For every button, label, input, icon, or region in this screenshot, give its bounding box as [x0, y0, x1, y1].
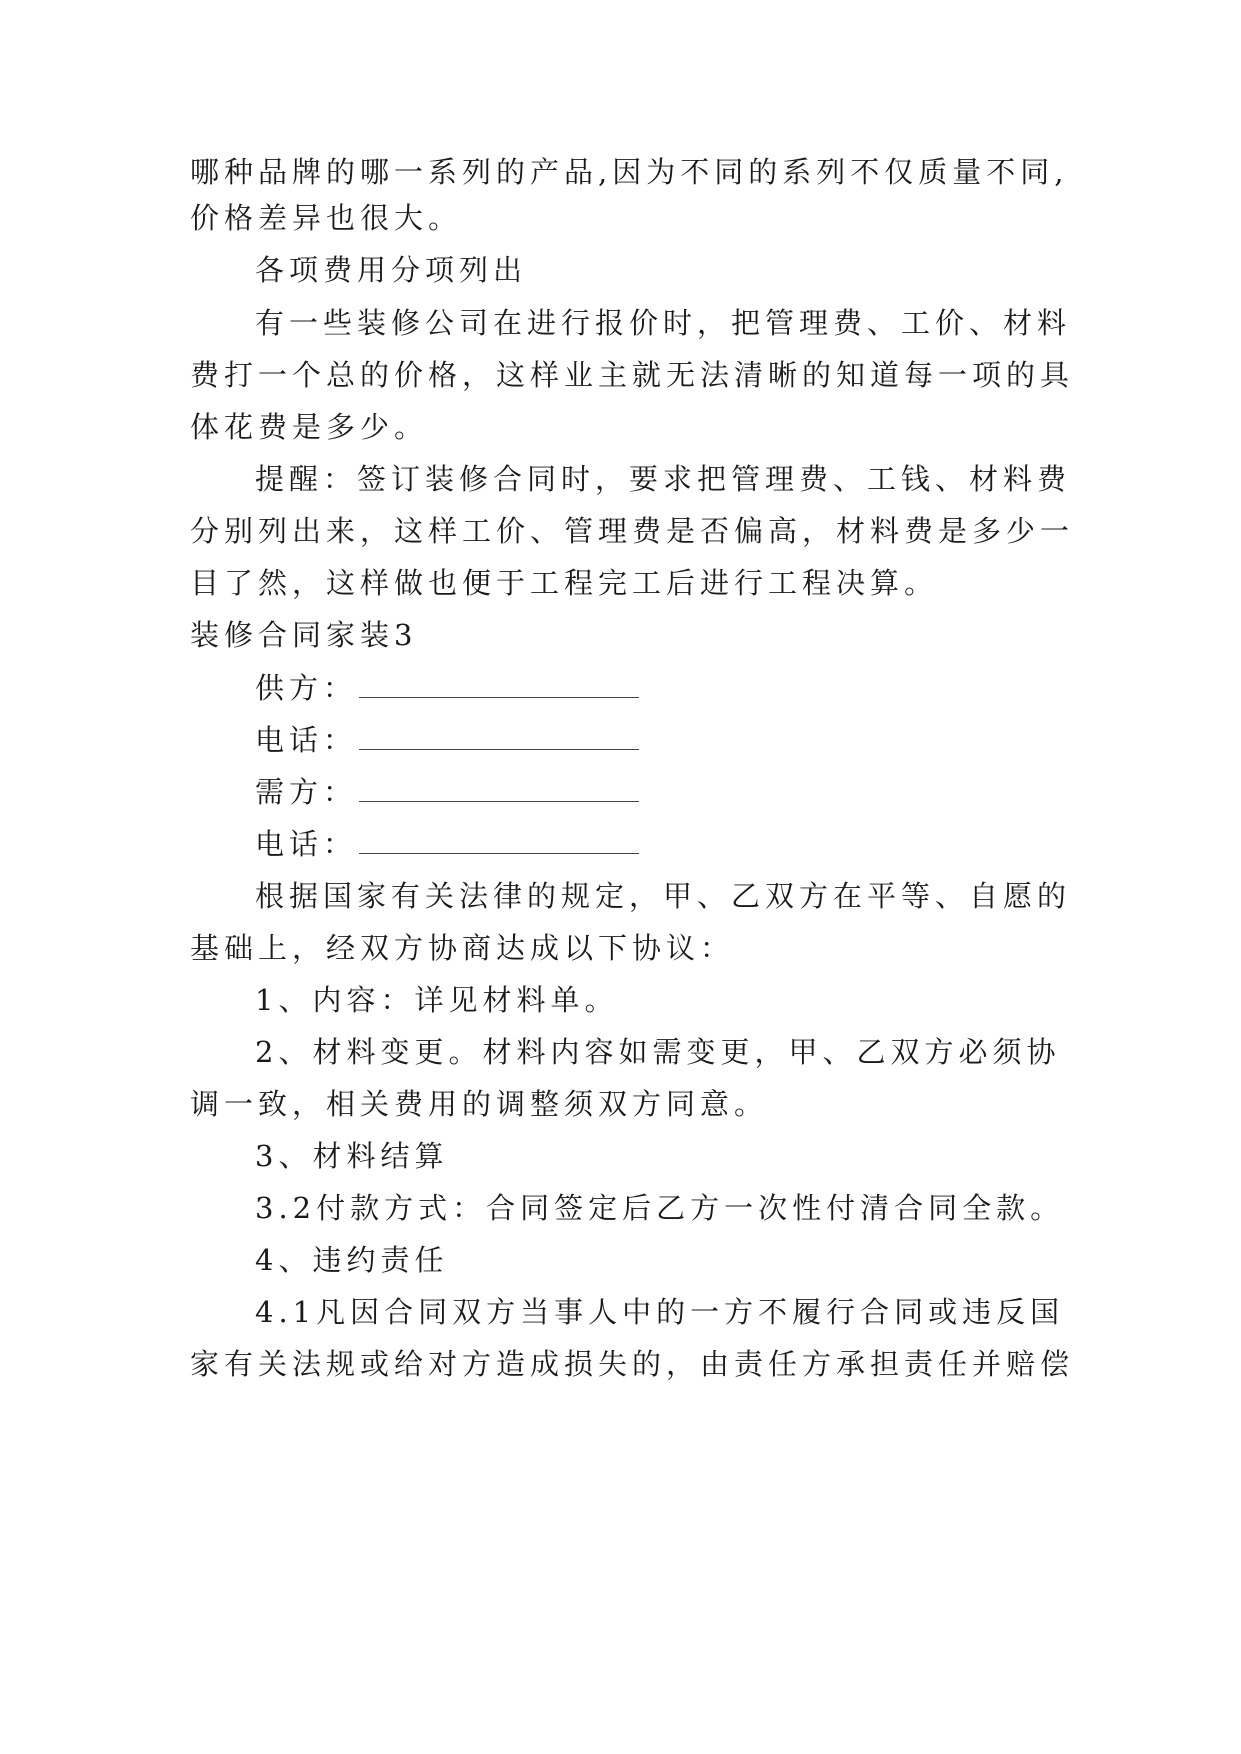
clause-item: 2、材料变更。材料内容如需变更，甲、乙双方必须协	[255, 1035, 1061, 1069]
paragraph-line: 提醒：签订装修合同时，要求把管理费、工钱、材料费	[255, 462, 1072, 496]
blank-fill-line	[359, 775, 639, 802]
buyer-phone-field	[255, 824, 639, 864]
field-label: 供方：	[255, 671, 358, 705]
clause-item: 1、内容：详见材料单。	[255, 983, 619, 1017]
clause-item: 4.1凡因合同双方当事人中的一方不履行合同或违反国	[255, 1295, 1065, 1329]
paragraph-line: 费打一个总的价格，这样业主就无法清晰的知道每一项的具	[190, 358, 1075, 392]
paragraph-line: 目了然，这样做也便于工程完工后进行工程决算。	[190, 566, 939, 600]
section-heading: 各项费用分项列出	[255, 253, 528, 287]
paragraph-line: 基础上，经双方协商达成以下协议：	[190, 931, 735, 965]
blank-fill-line	[359, 827, 639, 854]
paragraph-line: 价格差异也很大。	[190, 201, 463, 235]
paragraph-line: 有一些装修公司在进行报价时，把管理费、工价、材料	[255, 306, 1072, 340]
clause-item: 3.2付款方式：合同签定后乙方一次性付清合同全款。	[255, 1191, 1065, 1225]
field-label: 电话：	[255, 827, 358, 861]
supplier-field	[255, 668, 639, 708]
blank-fill-line	[359, 671, 639, 698]
blank-fill-line	[359, 723, 639, 750]
clause-item: 3、材料结算	[255, 1139, 449, 1173]
field-label: 电话：	[255, 723, 358, 757]
paragraph-line: 根据国家有关法律的规定，甲、乙双方在平等、自愿的	[255, 879, 1072, 913]
buyer-field	[255, 772, 639, 812]
supplier-phone-field	[255, 720, 639, 760]
paragraph-line: 调一致，相关费用的调整须双方同意。	[190, 1087, 769, 1121]
paragraph-line: 体花费是多少。	[190, 410, 429, 444]
field-label: 需方：	[255, 775, 358, 809]
clause-item: 4、违约责任	[255, 1243, 449, 1277]
paragraph-line: 家有关法规或给对方造成损失的，由责任方承担责任并赔偿	[190, 1347, 1075, 1381]
paragraph-line: 分别列出来，这样工价、管理费是否偏高，材料费是多少一	[190, 514, 1075, 548]
document-title: 装修合同家装3	[190, 618, 418, 652]
paragraph-line: 哪种品牌的哪一系列的产品,因为不同的系列不仅质量不同,	[190, 155, 1069, 189]
